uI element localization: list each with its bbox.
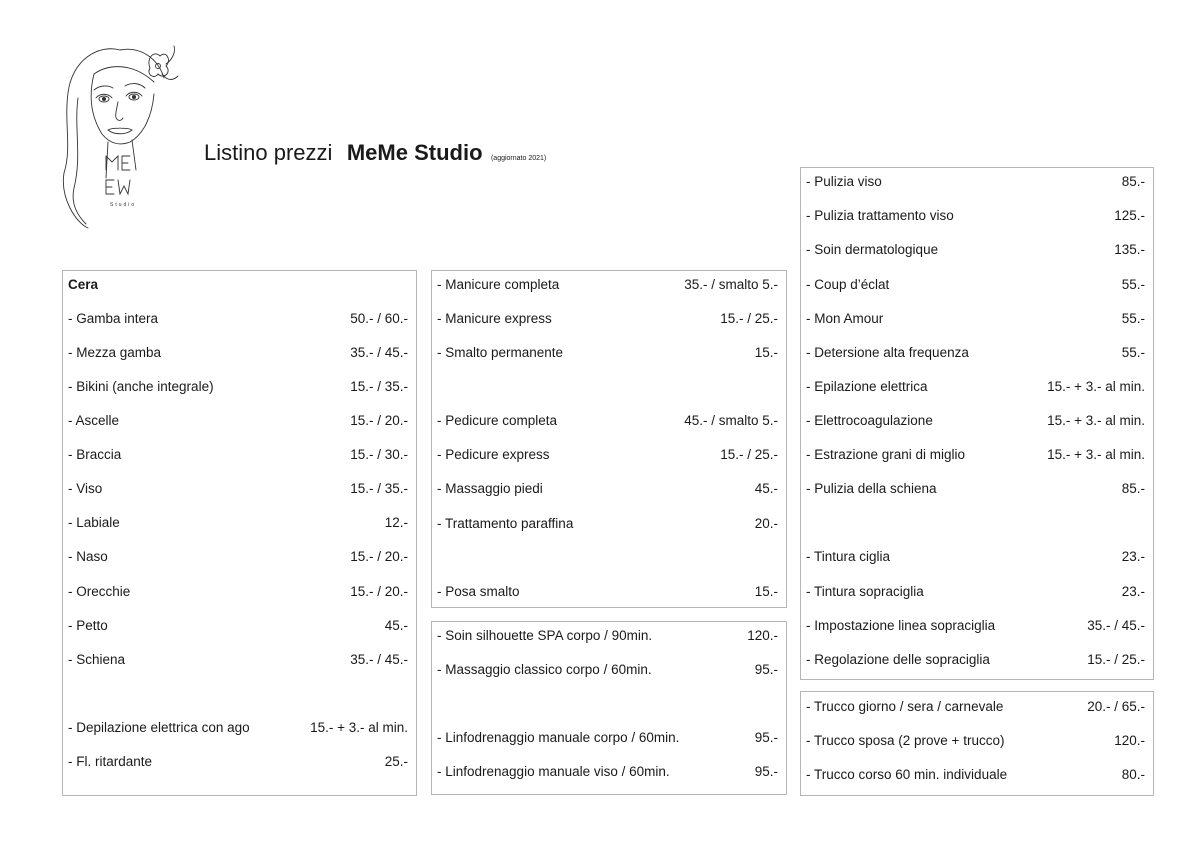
service-price: 20.- / 65.- bbox=[1087, 698, 1145, 714]
price-row bbox=[437, 410, 778, 430]
service-label: - Detersione alta frequenza bbox=[806, 344, 969, 360]
service-label: - Epilazione elettrica bbox=[806, 378, 928, 394]
service-label: - Bikini (anche integrale) bbox=[68, 378, 214, 394]
service-label: - Coup d’éclat bbox=[806, 276, 890, 292]
service-price: 120.- bbox=[1114, 732, 1145, 748]
service-price: 25.- bbox=[384, 753, 408, 769]
studio-name: MeMe Studio bbox=[346, 140, 483, 165]
service-price: 35.- / smalto 5.- bbox=[684, 276, 778, 292]
service-price: 55.- bbox=[1121, 276, 1145, 292]
service-label: - Trattamento paraffina bbox=[437, 515, 574, 531]
price-row bbox=[806, 205, 1145, 225]
price-row bbox=[437, 274, 778, 294]
service-label: - Gamba intera bbox=[68, 310, 159, 326]
price-row bbox=[437, 625, 778, 645]
service-label: - Mon Amour bbox=[806, 310, 884, 326]
service-label: - Mezza gamba bbox=[68, 344, 162, 360]
price-row bbox=[437, 513, 778, 533]
service-price: 15.- / 30.- bbox=[350, 446, 408, 462]
service-price: 85.- bbox=[1121, 173, 1145, 189]
price-row bbox=[68, 512, 408, 532]
service-price: 23.- bbox=[1121, 548, 1145, 564]
service-price: 35.- / 45.- bbox=[1087, 617, 1145, 633]
service-price: 95.- bbox=[754, 763, 778, 779]
price-row bbox=[68, 376, 408, 396]
service-label: - Ascelle bbox=[68, 412, 120, 428]
mani-piedi-price-box bbox=[431, 270, 787, 608]
service-label: - Pedicure completa bbox=[437, 412, 558, 428]
price-row bbox=[437, 444, 778, 464]
service-label: - Tintura sopraciglia bbox=[806, 583, 924, 599]
service-price: 120.- bbox=[747, 627, 778, 643]
price-row bbox=[437, 761, 778, 781]
price-row bbox=[806, 376, 1145, 396]
service-price: 135.- bbox=[1114, 241, 1145, 257]
service-price: 45.- bbox=[384, 617, 408, 633]
viso-price-box bbox=[800, 167, 1154, 680]
service-price: 95.- bbox=[754, 661, 778, 677]
meme-studio-logo bbox=[58, 38, 183, 233]
price-row bbox=[806, 615, 1145, 635]
price-row bbox=[68, 410, 408, 430]
service-price: 15.- + 3.- al min. bbox=[1047, 446, 1145, 462]
service-price: 55.- bbox=[1121, 310, 1145, 326]
service-label: - Petto bbox=[68, 617, 108, 633]
price-row bbox=[806, 444, 1145, 464]
service-price: 80.- bbox=[1121, 766, 1145, 782]
service-price: 15.- / 20.- bbox=[350, 583, 408, 599]
service-price: 15.- + 3.- al min. bbox=[1047, 378, 1145, 394]
price-row bbox=[68, 717, 408, 737]
service-price: 20.- bbox=[754, 515, 778, 531]
service-label: - Regolazione delle sopraciglia bbox=[806, 651, 990, 667]
price-row bbox=[806, 546, 1145, 566]
price-row bbox=[806, 308, 1145, 328]
price-row bbox=[437, 659, 778, 679]
price-row bbox=[68, 546, 408, 566]
service-label: - Braccia bbox=[68, 446, 122, 462]
service-label: - Massaggio piedi bbox=[437, 480, 543, 496]
logo-caption: Studio bbox=[110, 202, 137, 208]
service-label: - Linfodrenaggio manuale corpo / 60min. bbox=[437, 729, 680, 745]
price-row bbox=[437, 478, 778, 498]
service-price: 55.- bbox=[1121, 344, 1145, 360]
price-row bbox=[806, 764, 1145, 784]
service-label: - Pulizia trattamento viso bbox=[806, 207, 954, 223]
price-row bbox=[437, 727, 778, 747]
service-label: - Estrazione grani di miglio bbox=[806, 446, 966, 462]
service-price: 85.- bbox=[1121, 480, 1145, 496]
cera-heading-row bbox=[68, 274, 408, 294]
price-row bbox=[437, 308, 778, 328]
service-price: 95.- bbox=[754, 729, 778, 745]
price-row bbox=[437, 581, 778, 601]
price-row bbox=[806, 581, 1145, 601]
service-label: - Orecchie bbox=[68, 583, 131, 599]
price-row bbox=[806, 239, 1145, 259]
service-price: 15.- / 35.- bbox=[350, 480, 408, 496]
service-price: 15.- / 20.- bbox=[350, 412, 408, 428]
service-label: - Pulizia viso bbox=[806, 173, 882, 189]
title-prefix: Listino prezzi bbox=[204, 140, 333, 165]
service-label: - Fl. ritardante bbox=[68, 753, 153, 769]
service-label: - Schiena bbox=[68, 651, 126, 667]
service-label: - Labiale bbox=[68, 514, 120, 530]
service-label: - Trucco giorno / sera / carnevale bbox=[806, 698, 1004, 714]
service-price: 15.- + 3.- al min. bbox=[310, 719, 408, 735]
price-row bbox=[68, 615, 408, 635]
service-label: - Manicure express bbox=[437, 310, 552, 326]
service-label: - Soin dermatologique bbox=[806, 241, 939, 257]
service-price: 35.- / 45.- bbox=[350, 344, 408, 360]
price-row bbox=[437, 342, 778, 362]
service-label: - Smalto permanente bbox=[437, 344, 564, 360]
price-row bbox=[68, 308, 408, 328]
service-label: - Depilazione elettrica con ago bbox=[68, 719, 250, 735]
service-price: 125.- bbox=[1114, 207, 1145, 223]
price-row bbox=[68, 751, 408, 771]
service-label: - Soin silhouette SPA corpo / 90min. bbox=[437, 627, 653, 643]
price-row bbox=[68, 649, 408, 669]
price-row bbox=[806, 342, 1145, 362]
price-row bbox=[68, 342, 408, 362]
page-title bbox=[204, 140, 546, 166]
service-label: - Pulizia della schiena bbox=[806, 480, 937, 496]
service-label: - Naso bbox=[68, 548, 108, 564]
service-price: 15.- / 25.- bbox=[720, 310, 778, 326]
service-label: - Linfodrenaggio manuale viso / 60min. bbox=[437, 763, 670, 779]
price-row bbox=[68, 478, 408, 498]
price-row bbox=[806, 171, 1145, 191]
service-label: - Manicure completa bbox=[437, 276, 560, 292]
price-row bbox=[806, 478, 1145, 498]
price-row bbox=[806, 274, 1145, 294]
service-price: 35.- / 45.- bbox=[350, 651, 408, 667]
service-label: - Pedicure express bbox=[437, 446, 550, 462]
price-row bbox=[806, 730, 1145, 750]
service-label: - Posa smalto bbox=[437, 583, 520, 599]
service-label: - Impostazione linea sopraciglia bbox=[806, 617, 996, 633]
service-label: - Tintura ciglia bbox=[806, 548, 891, 564]
cera-price-box bbox=[62, 270, 417, 796]
service-label: - Viso bbox=[68, 480, 103, 496]
service-price: 15.- + 3.- al min. bbox=[1047, 412, 1145, 428]
price-row bbox=[806, 696, 1145, 716]
service-price: 23.- bbox=[1121, 583, 1145, 599]
corpo-price-box bbox=[431, 621, 787, 795]
trucco-price-box bbox=[800, 691, 1154, 796]
service-price: 50.- / 60.- bbox=[350, 310, 408, 326]
cera-heading: Cera bbox=[68, 276, 99, 292]
price-row bbox=[68, 444, 408, 464]
service-price: 15.- / 25.- bbox=[1087, 651, 1145, 667]
price-row bbox=[68, 581, 408, 601]
service-label: - Trucco corso 60 min. individuale bbox=[806, 766, 1008, 782]
service-price: 45.- bbox=[754, 480, 778, 496]
service-label: - Trucco sposa (2 prove + trucco) bbox=[806, 732, 1005, 748]
price-row bbox=[806, 410, 1145, 430]
service-price: 12.- bbox=[384, 514, 408, 530]
service-price: 15.- / 35.- bbox=[350, 378, 408, 394]
service-price: 15.- bbox=[754, 583, 778, 599]
service-price: 15.- / 20.- bbox=[350, 548, 408, 564]
service-price: 15.- bbox=[754, 344, 778, 360]
service-label: - Elettrocoagulazione bbox=[806, 412, 933, 428]
service-price: 15.- / 25.- bbox=[720, 446, 778, 462]
updated-note: (aggiornato 2021) bbox=[490, 155, 547, 162]
service-label: - Massaggio classico corpo / 60min. bbox=[437, 661, 652, 677]
service-price: 45.- / smalto 5.- bbox=[684, 412, 778, 428]
price-row bbox=[806, 649, 1145, 669]
